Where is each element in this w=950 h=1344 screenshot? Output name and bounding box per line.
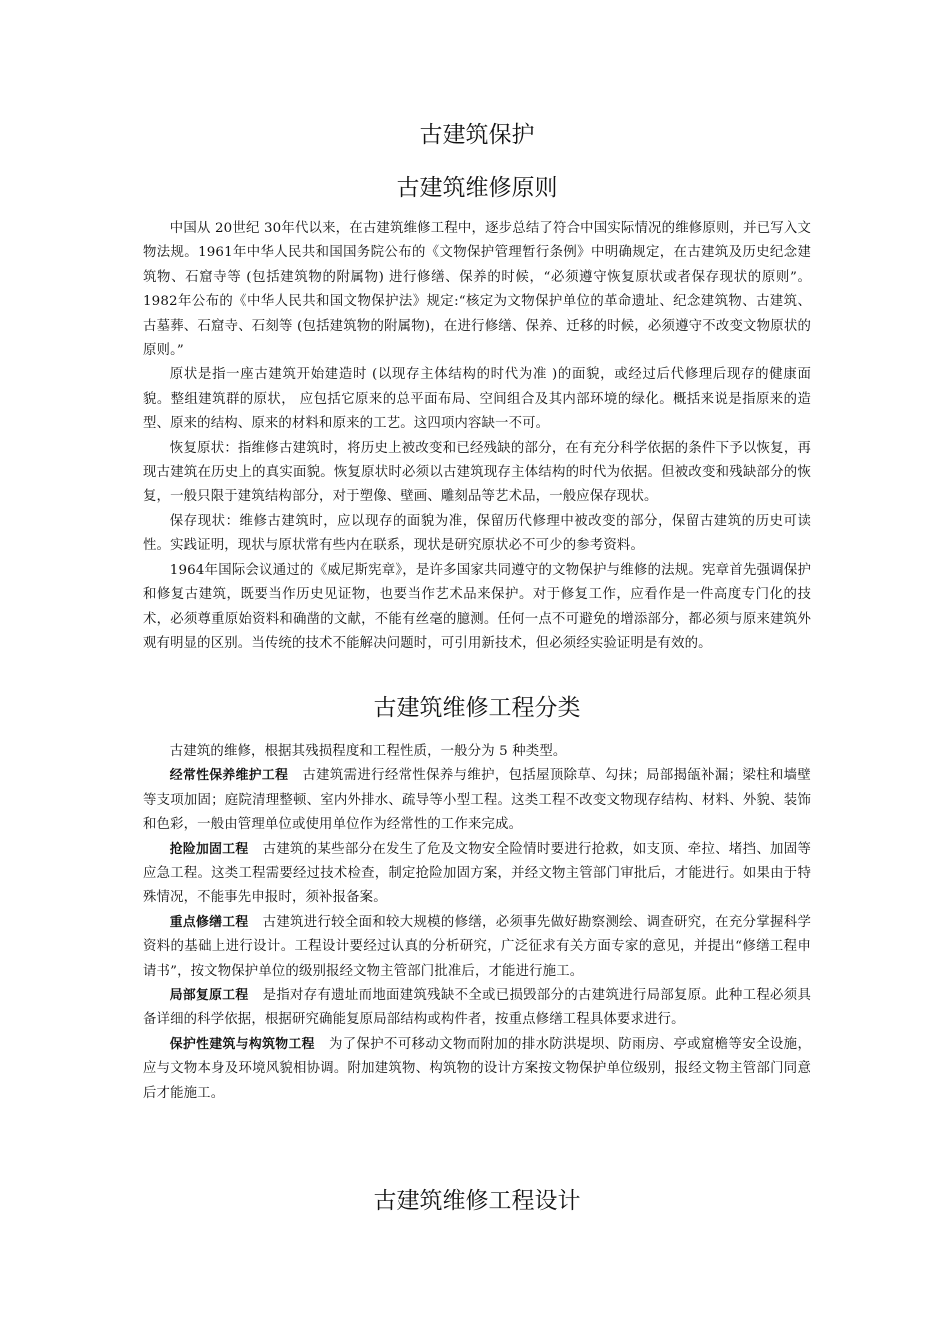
section-title-classification: 古建筑维修工程分类 — [373, 695, 581, 721]
item-text: 古建筑的某些部分在发生了危及文物安全险情时要进行抢救，如支顶、牵拉、堵挡、加固等应急工程。这类工程需要经过技术检查，制定抢险加固方案，并经文物主管部门审批后，才能进行。如果由于特殊情况，不能事先申报时，须补报备案。 — [143, 841, 812, 906]
paragraph: 原状是指一座古建筑开始建造时 (以现存主体结构的时代为准 )的面貌，或经过后代修理后现存的健康面貌。整组建筑群的原状， 应包括它原来的总平面布局、空间组合及其内部环境的绿化。概括来说是指原来的造型、原来的结构、原来的材料和原来的工艺。这四项内容缺一不可。 — [143, 367, 811, 432]
classification-item — [143, 764, 811, 837]
section-title-principles: 古建筑维修原则 — [396, 175, 558, 201]
item-text: 是指对存有遗址而地面建筑残缺不全或已损毁部分的古建筑进行局部复原。此种工程必须具备详细的科学依据，根据研究确能复原局部结构或构件者，按重点修缮工程具体要求进行。 — [143, 988, 812, 1028]
paragraph: 中国从 20世纪 30年代以来，在古建筑维修工程中，逐步总结了符合中国实际情况的维修原则，并已写入文物法规。1961年中华人民共和国国务院公布的《文物保护管理暂行条例》中明确规定，在古建筑及历史纪念建筑物、石窟寺等 (包括建筑物的附属物) 进行修缮、保养的时候，“必须遵守恢复原状或者保存现状的原则”。1982年公布的《中华人民共和国文物保护法》规定:“核定为文物保护单位的革命遗址、纪念建筑物、古建筑、古墓葬、石窟寺、石刻等 (包括建筑物的附属物)，在进行修缮、保养、迁移的时候，必须遵守不改变文物原状的原则。” — [143, 221, 811, 359]
item-term: 保护性建筑与构筑物工程 — [169, 1036, 315, 1052]
paragraph: 恢复原状：指维修古建筑时，将历史上被改变和已经残缺的部分，在有充分科学依据的条件下予以恢复，再现古建筑在历史上的真实面貌。恢复原状时必须以古建筑现存主体结构的时代为依据。但被改变和残缺部分的恢复，一般只限于建筑结构部分，对于塑像、壁画、雕刻品等艺术品，一般应保存现状。 — [143, 440, 811, 505]
classification-item — [143, 911, 811, 984]
item-term: 重点修缮工程 — [169, 914, 249, 930]
classification-item — [143, 1033, 811, 1106]
paragraph: 1964年国际会议通过的《威尼斯宪章》，是许多国家共同遵守的文物保护与维修的法规。宪章首先强调保护和修复古建筑，既要当作历史见证物，也要当作艺术品来保护。对于修复工作，应看作是一件高度专门化的技术，必须尊重原始资料和确凿的文献，不能有丝毫的臆测。任何一点不可避免的增添部分，都必须与原来建筑外观有明显的区别。当传统的技术不能解决问题时，可引用新技术，但必须经实验证明是有效的。 — [143, 562, 811, 651]
section-title-design: 古建筑维修工程设计 — [373, 1188, 581, 1214]
section-classification-body — [143, 740, 811, 1106]
classification-item — [143, 984, 811, 1033]
item-text: 古建筑进行较全面和较大规模的修缮，必须事先做好勘察测绘、调查研究，在充分掌握科学资料的基础上进行设计。工程设计要经过认真的分析研究，广泛征求有关方面专家的意见，并提出“修缮工程申请书”，按文物保护单位的级别报经文物主管部门批准后，才能进行施工。 — [143, 914, 812, 979]
paragraph: 古建筑的维修，根据其残损程度和工程性质，一般分为 5 种类型。 — [169, 744, 567, 759]
item-term: 经常性保养维护工程 — [169, 768, 289, 784]
item-term: 局部复原工程 — [169, 988, 249, 1004]
section-principles-body — [143, 217, 811, 656]
item-text: 为了保护不可移动文物而附加的排水防洪堤坝、防雨房、亭或窟檐等安全设施，应与文物本身及环境风貌相协调。附加建筑物、构筑物的设计方案按文物保护单位级别，报经文物主管部门同意后才能施工。 — [143, 1036, 812, 1101]
paragraph: 保存现状：维修古建筑时，应以现存的面貌为准，保留历代修理中被改变的部分，保留古建筑的历史可读性。实践证明，现状与原状常有些内在联系，现状是研究原状必不可少的参考资料。 — [143, 513, 811, 554]
item-term: 抢险加固工程 — [169, 841, 249, 857]
document-title: 古建筑保护 — [419, 122, 535, 148]
item-text: 古建筑需进行经常性保养与维护，包括屋顶除草、勾抹；局部揭瓵补漏；梁柱和墙壁等支项加固；庭院清理整顿、室内外排水、疏导等小型工程。这类工程不改变文物现存结构、材料、外貌、装饰和色彩，一般由管理单位或使用单位作为经常性的工作来完成。 — [143, 768, 811, 833]
classification-item — [143, 838, 811, 911]
